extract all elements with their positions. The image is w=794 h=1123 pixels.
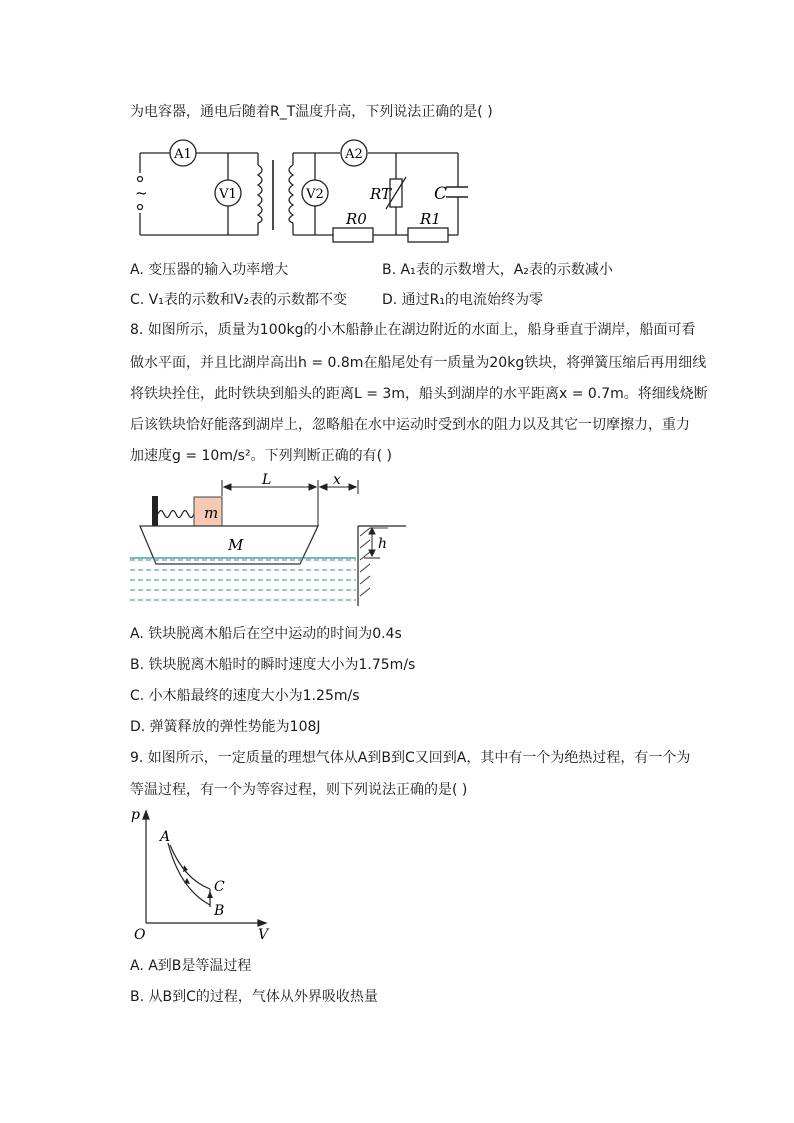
pv-graph-figure — [128, 805, 278, 945]
r0-label: R0 — [346, 210, 367, 228]
q9-option-b: B. 从B到C的过程，气体从外界吸收热量 — [130, 989, 378, 1005]
q8-line-1: 8. 如图所示，质量为100kg的小木船静止在湖边附近的水面上，船身垂直于湖岸，船面可看 — [130, 322, 696, 338]
boat-mass-label: M — [228, 536, 244, 554]
height-h-label: h — [378, 536, 388, 552]
q8-line-3: 将铁块拴住，此时铁块到船头的距离L = 3m，船头到湖岸的水平距离x = 0.7m。将细线烧断 — [130, 386, 708, 402]
origin-label: O — [134, 927, 146, 943]
point-c-label: C — [214, 879, 225, 895]
axis-p-label: p — [131, 807, 140, 823]
rt-label: RT — [370, 185, 392, 203]
point-b-label: B — [214, 903, 225, 919]
q7-option-c: C. V₁表的示数和V₂表的示数都不变 — [130, 292, 348, 308]
boat-figure — [128, 470, 408, 610]
q8-line-2: 做水平面，并且比湖岸高出h = 0.8m在船尾处有一质量为20kg铁块，将弹簧压缩后再用细线 — [130, 355, 707, 371]
ammeter-a1-label: A1 — [174, 147, 192, 162]
q8-option-c: C. 小木船最终的速度大小为1.25m/s — [130, 688, 360, 704]
r1-label: R1 — [420, 210, 441, 228]
voltmeter-v1-label: V1 — [219, 187, 237, 202]
q8-option-d: D. 弹簧释放的弹性势能为108J — [130, 719, 321, 735]
distance-x-label: x — [333, 472, 341, 488]
q8-option-a: A. 铁块脱离木船后在空中运动的时间为0.4s — [130, 626, 402, 642]
q9-line-2: 等温过程，有一个为等容过程，则下列说法正确的是( ) — [130, 782, 468, 798]
q7-option-d: D. 通过R₁的电流始终为零 — [382, 292, 544, 308]
transformer-circuit-figure — [128, 135, 468, 245]
q7-option-b: B. A₁表的示数增大，A₂表的示数减小 — [382, 262, 613, 278]
point-a-label: A — [160, 829, 171, 845]
voltmeter-v2-label: V2 — [306, 187, 324, 202]
q9-option-a: A. A到B是等温过程 — [130, 958, 252, 974]
axis-v-label: V — [258, 927, 269, 943]
q7-stem: 为电容器，通电后随着R_T温度升高，下列说法正确的是( ) — [130, 104, 493, 120]
q8-line-4: 后该铁块恰好能落到湖岸上，忽略船在水中运动时受到水的阻力以及其它一切摩擦力，重力 — [130, 417, 690, 433]
q9-line-1: 9. 如图所示，一定质量的理想气体从A到B到C又回到A，其中有一个为绝热过程，有一个为 — [130, 750, 691, 766]
block-mass-label: m — [204, 504, 219, 522]
q8-line-5: 加速度g = 10m/s²。下列判断正确的有( ) — [130, 448, 392, 464]
length-l-label: L — [262, 472, 272, 488]
ac-source-symbol: ~ — [135, 184, 148, 202]
capacitor-label: C — [434, 184, 448, 204]
q8-option-b: B. 铁块脱离木船时的瞬时速度大小为1.75m/s — [130, 657, 416, 673]
q7-option-a: A. 变压器的输入功率增大 — [130, 262, 289, 278]
ammeter-a2-label: A2 — [345, 147, 363, 162]
